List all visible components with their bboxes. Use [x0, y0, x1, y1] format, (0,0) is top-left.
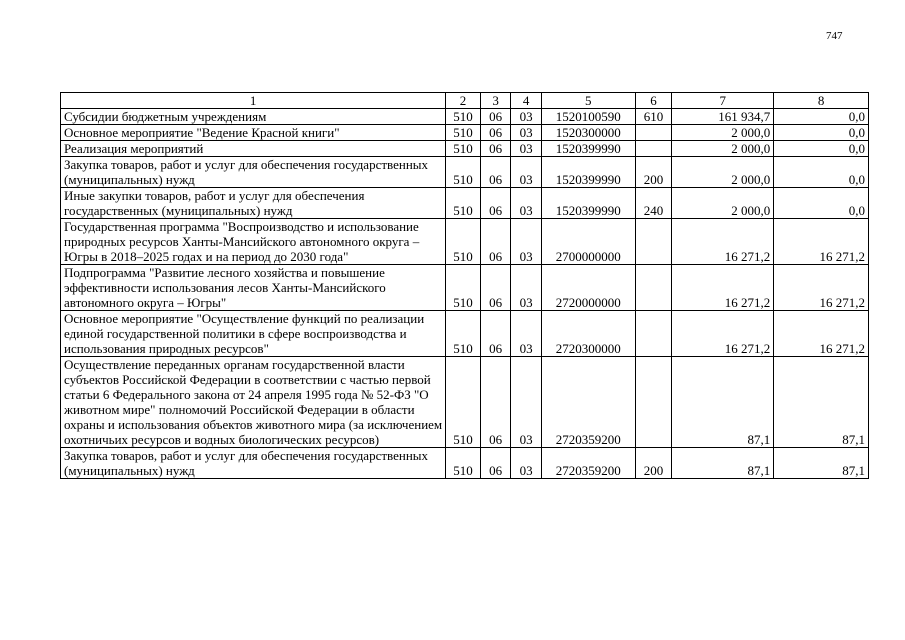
col-7-value: 87,1: [672, 448, 774, 479]
col-7-value: 2 000,0: [672, 157, 774, 188]
col-2-value: 510: [446, 141, 481, 157]
col-4-value: 03: [511, 125, 542, 141]
col-6-value: [635, 311, 672, 357]
col-5-value: 2720359200: [541, 448, 635, 479]
col-3-value: 06: [480, 219, 511, 265]
col-5-value: 2720359200: [541, 357, 635, 448]
table-row: [61, 157, 869, 188]
col-7-value: 161 934,7: [672, 109, 774, 125]
col-6-value: 200: [635, 448, 672, 479]
col-4-value: 03: [511, 188, 542, 219]
table-row: [61, 125, 869, 141]
col-5-value: 2720300000: [541, 311, 635, 357]
col-4-value: 03: [511, 141, 542, 157]
col-7-value: 16 271,2: [672, 265, 774, 311]
col-8-value: 0,0: [774, 125, 869, 141]
col-5-value: 1520399990: [541, 157, 635, 188]
col-2-value: 510: [446, 219, 481, 265]
row-name: Подпрограмма "Развитие лесного хозяйства и повышение эффективности использования лесов Ханты-Мансийского автономного округа – Югры": [61, 265, 446, 311]
col-5-value: 1520100590: [541, 109, 635, 125]
col-2-value: 510: [446, 448, 481, 479]
column-header: 5: [541, 93, 635, 109]
col-3-value: 06: [480, 188, 511, 219]
col-2-value: 510: [446, 265, 481, 311]
header-row: [61, 93, 869, 109]
col-2-value: 510: [446, 311, 481, 357]
table-row: [61, 188, 869, 219]
budget-table: [60, 92, 869, 479]
row-name: Осуществление переданных органам государственной власти субъектов Российской Федерации в соответствии с частью первой статьи 6 Федерального закона от 24 апреля 1995 года № 52-ФЗ "О животном мире" полномочий Российской Федерации в области охраны и использования объектов животного мира (за исключением охотничьих ресурсов и водных биологических ресурсов): [61, 357, 446, 448]
col-3-value: 06: [480, 311, 511, 357]
row-name: Субсидии бюджетным учреждениям: [61, 109, 446, 125]
col-6-value: [635, 265, 672, 311]
table-row: [61, 357, 869, 448]
col-3-value: 06: [480, 109, 511, 125]
row-name: Государственная программа "Воспроизводство и использование природных ресурсов Ханты-Мансийского автономного округа – Югры в 2018–2025 годах и на период до 2030 года": [61, 219, 446, 265]
col-6-value: 240: [635, 188, 672, 219]
row-name: Иные закупки товаров, работ и услуг для обеспечения государственных (муниципальных) нужд: [61, 188, 446, 219]
col-5-value: 1520399990: [541, 141, 635, 157]
col-7-value: 2 000,0: [672, 125, 774, 141]
column-header: 1: [61, 93, 446, 109]
col-7-value: 16 271,2: [672, 219, 774, 265]
col-8-value: 87,1: [774, 448, 869, 479]
col-7-value: 2 000,0: [672, 188, 774, 219]
col-3-value: 06: [480, 125, 511, 141]
col-5-value: 2720000000: [541, 265, 635, 311]
col-4-value: 03: [511, 357, 542, 448]
col-2-value: 510: [446, 157, 481, 188]
table-row: [61, 265, 869, 311]
col-2-value: 510: [446, 109, 481, 125]
col-6-value: [635, 219, 672, 265]
table-row: [61, 311, 869, 357]
table-row: [61, 219, 869, 265]
col-8-value: 16 271,2: [774, 311, 869, 357]
column-header: 4: [511, 93, 542, 109]
col-2-value: 510: [446, 357, 481, 448]
row-name: Закупка товаров, работ и услуг для обеспечения государственных (муниципальных) нужд: [61, 448, 446, 479]
col-8-value: 16 271,2: [774, 219, 869, 265]
column-header: 6: [635, 93, 672, 109]
column-header: 2: [446, 93, 481, 109]
col-3-value: 06: [480, 448, 511, 479]
col-5-value: 1520399990: [541, 188, 635, 219]
column-header: 3: [480, 93, 511, 109]
col-5-value: 1520300000: [541, 125, 635, 141]
col-3-value: 06: [480, 357, 511, 448]
col-8-value: 16 271,2: [774, 265, 869, 311]
row-name: Закупка товаров, работ и услуг для обеспечения государственных (муниципальных) нужд: [61, 157, 446, 188]
col-6-value: [635, 125, 672, 141]
column-header: 8: [774, 93, 869, 109]
page-number: 747: [826, 30, 843, 42]
col-2-value: 510: [446, 188, 481, 219]
table-row: [61, 109, 869, 125]
col-7-value: 2 000,0: [672, 141, 774, 157]
row-name: Основное мероприятие "Ведение Красной книги": [61, 125, 446, 141]
col-3-value: 06: [480, 265, 511, 311]
col-4-value: 03: [511, 311, 542, 357]
col-8-value: 87,1: [774, 357, 869, 448]
col-6-value: 610: [635, 109, 672, 125]
col-6-value: [635, 141, 672, 157]
col-4-value: 03: [511, 448, 542, 479]
col-4-value: 03: [511, 157, 542, 188]
col-7-value: 87,1: [672, 357, 774, 448]
col-4-value: 03: [511, 109, 542, 125]
col-8-value: 0,0: [774, 157, 869, 188]
table-row: [61, 141, 869, 157]
row-name: Основное мероприятие "Осуществление функций по реализации единой государственной политики в сфере воспроизводства и использования природных ресурсов": [61, 311, 446, 357]
col-8-value: 0,0: [774, 109, 869, 125]
row-name: Реализация мероприятий: [61, 141, 446, 157]
col-3-value: 06: [480, 157, 511, 188]
col-5-value: 2700000000: [541, 219, 635, 265]
col-2-value: 510: [446, 125, 481, 141]
table-row: [61, 448, 869, 479]
col-4-value: 03: [511, 219, 542, 265]
col-3-value: 06: [480, 141, 511, 157]
col-6-value: 200: [635, 157, 672, 188]
column-header: 7: [672, 93, 774, 109]
col-7-value: 16 271,2: [672, 311, 774, 357]
col-6-value: [635, 357, 672, 448]
col-4-value: 03: [511, 265, 542, 311]
col-8-value: 0,0: [774, 188, 869, 219]
col-8-value: 0,0: [774, 141, 869, 157]
